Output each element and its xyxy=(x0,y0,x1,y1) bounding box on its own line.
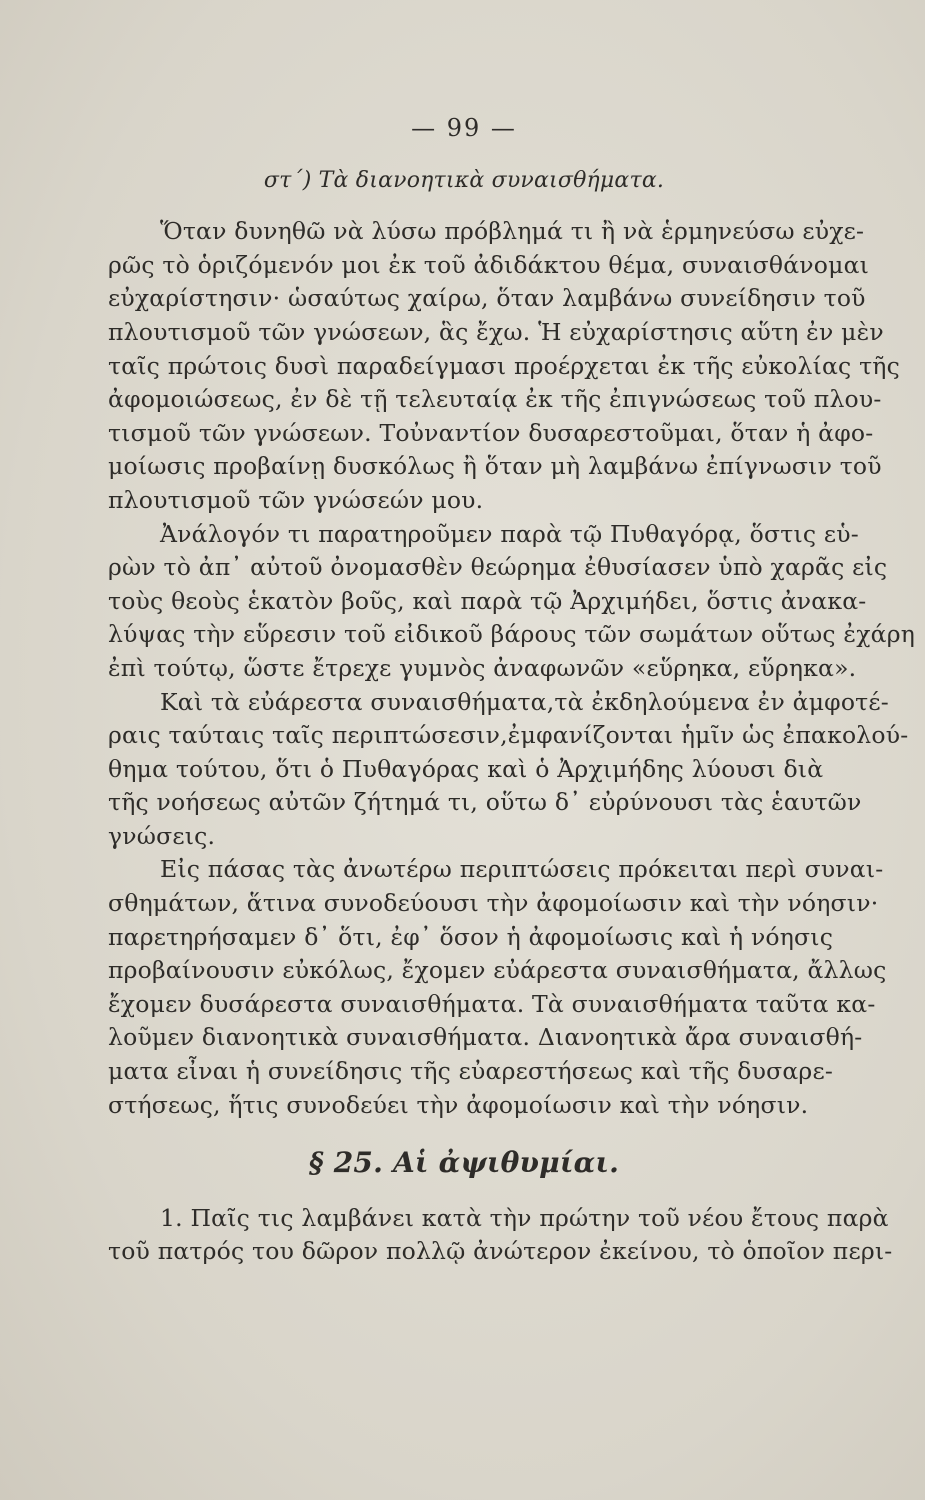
chapter-heading: § 25. Αἱ ἀψιθυμίαι. xyxy=(308,1146,620,1180)
text-line: στήσεως, ἥτις συνοδεύει τὴν ἀφομοίωσιν καὶ τὴν νόησιν. xyxy=(108,1090,809,1119)
page-text xyxy=(108,112,916,1269)
paragraph-1 xyxy=(108,215,900,517)
text-line: πλουτισμοῦ τῶν γνώσεών μου. xyxy=(108,485,484,514)
text-line: τοὺς θεοὺς ἑκατὸν βοῦς, καὶ παρὰ τῷ Ἀρχιμήδει, ὅστις ἀνακα- xyxy=(108,586,867,615)
text-line: Ἀνάλογόν τι παρατηροῦμεν παρὰ τῷ Πυθαγόρᾳ, ὅστις εὑ- xyxy=(160,519,859,548)
page-number: — 99 — xyxy=(411,114,517,142)
paragraph-2 xyxy=(108,518,916,686)
text-line: ταῖς πρώτοις δυσὶ παραδείγμασι προέρχεται ἐκ τῆς εὐκολίας τῆς xyxy=(108,351,900,380)
text-line: Εἰς πάσας τὰς ἀνωτέρω περιπτώσεις πρόκειται περὶ συναι- xyxy=(160,855,884,884)
paragraph-5 xyxy=(108,1202,893,1269)
text-line: λοῦμεν διανοητικὰ συναισθήματα. Διανοητικὰ ἄρα συναισθή- xyxy=(108,1023,863,1052)
text-line: ἐπὶ τούτῳ, ὥστε ἔτρεχε γυμνὸς ἀναφωνῶν «εὕρηκα, εὕρηκα». xyxy=(108,653,857,682)
paragraph-4 xyxy=(108,853,887,1122)
text-line: ματα εἶναι ἡ συνείδησις τῆς εὐαρεστήσεως καὶ τῆς δυσαρε- xyxy=(108,1057,833,1086)
text-line: Ὅταν δυνηθῶ νὰ λύσω πρόβλημά τι ἢ νὰ ἑρμηνεύσω εὐχε- xyxy=(160,217,865,246)
text-line: γνώσεις. xyxy=(108,821,216,850)
text-line: θημα τούτου, ὅτι ὁ Πυθαγόρας καὶ ὁ Ἀρχιμήδης λύουσι διὰ xyxy=(108,754,824,783)
text-line: ρῶς τὸ ὁριζόμενόν μοι ἐκ τοῦ ἀδιδάκτου θέμα, συναισθάνομαι xyxy=(108,250,870,279)
section-title: στ´) Τὰ διανοητικὰ συναισθήματα. xyxy=(263,167,665,193)
text-line: μοίωσις προβαίνῃ δυσκόλως ἢ ὅταν μὴ λαμβάνω ἐπίγνωσιν τοῦ xyxy=(108,452,882,481)
text-line: λύψας τὴν εὕρεσιν τοῦ εἰδικοῦ βάρους τῶν σωμάτων οὕτως ἐχάρη xyxy=(108,620,916,649)
paragraph-3 xyxy=(108,686,909,854)
text-line: εὐχαρίστησιν· ὡσαύτως χαίρω, ὅταν λαμβάνω συνείδησιν τοῦ xyxy=(108,284,866,313)
text-line: ραις ταύταις ταῖς περιπτώσεσιν,ἐμφανίζονται ἡμῖν ὡς ἐπακολού- xyxy=(108,721,909,750)
text-line: τῆς νοήσεως αὐτῶν ζήτημά τι, οὕτω δ᾽ εὐρύνουσι τὰς ἑαυτῶν xyxy=(108,788,862,817)
text-line: τοῦ πατρός του δῶρον πολλῷ ἀνώτερον ἐκείνου, τὸ ὁποῖον περι- xyxy=(108,1237,893,1266)
text-line: ἔχομεν δυσάρεστα συναισθήματα. Τὰ συναισθήματα ταῦτα κα- xyxy=(108,989,876,1018)
text-line: ρὼν τὸ ἀπ᾽ αὐτοῦ ὀνομασθὲν θεώρημα ἐθυσίασεν ὑπὸ χαρᾶς εἰς xyxy=(108,553,888,582)
text-line: παρετηρήσαμεν δ᾽ ὅτι, ἐφ᾽ ὅσον ἡ ἀφομοίωσις καὶ ἡ νόησις xyxy=(108,922,834,951)
text-line: τισμοῦ τῶν γνώσεων. Τοὐναντίον δυσαρεστοῦμαι, ὅταν ἡ ἀφο- xyxy=(108,418,874,447)
text-line: σθημάτων, ἅτινα συνοδεύουσι τὴν ἀφομοίωσιν καὶ τὴν νόησιν· xyxy=(108,889,879,918)
text-line: ἀφομοιώσεως, ἐν δὲ τῇ τελευταίᾳ ἐκ τῆς ἐπιγνώσεως τοῦ πλου- xyxy=(108,385,882,414)
text-line: πλουτισμοῦ τῶν γνώσεων, ἃς ἔχω. Ἡ εὐχαρίστησις αὕτη ἐν μὲν xyxy=(108,317,884,346)
text-line: προβαίνουσιν εὐκόλως, ἔχομεν εὐάρεστα συναισθήματα, ἄλλως xyxy=(108,956,887,985)
text-line: Καὶ τὰ εὐάρεστα συναισθήματα,τὰ ἐκδηλούμενα ἐν ἀμφοτέ- xyxy=(160,687,889,716)
text-line: 1. Παῖς τις λαμβάνει κατὰ τὴν πρώτην τοῦ νέου ἔτους παρὰ xyxy=(160,1203,889,1232)
